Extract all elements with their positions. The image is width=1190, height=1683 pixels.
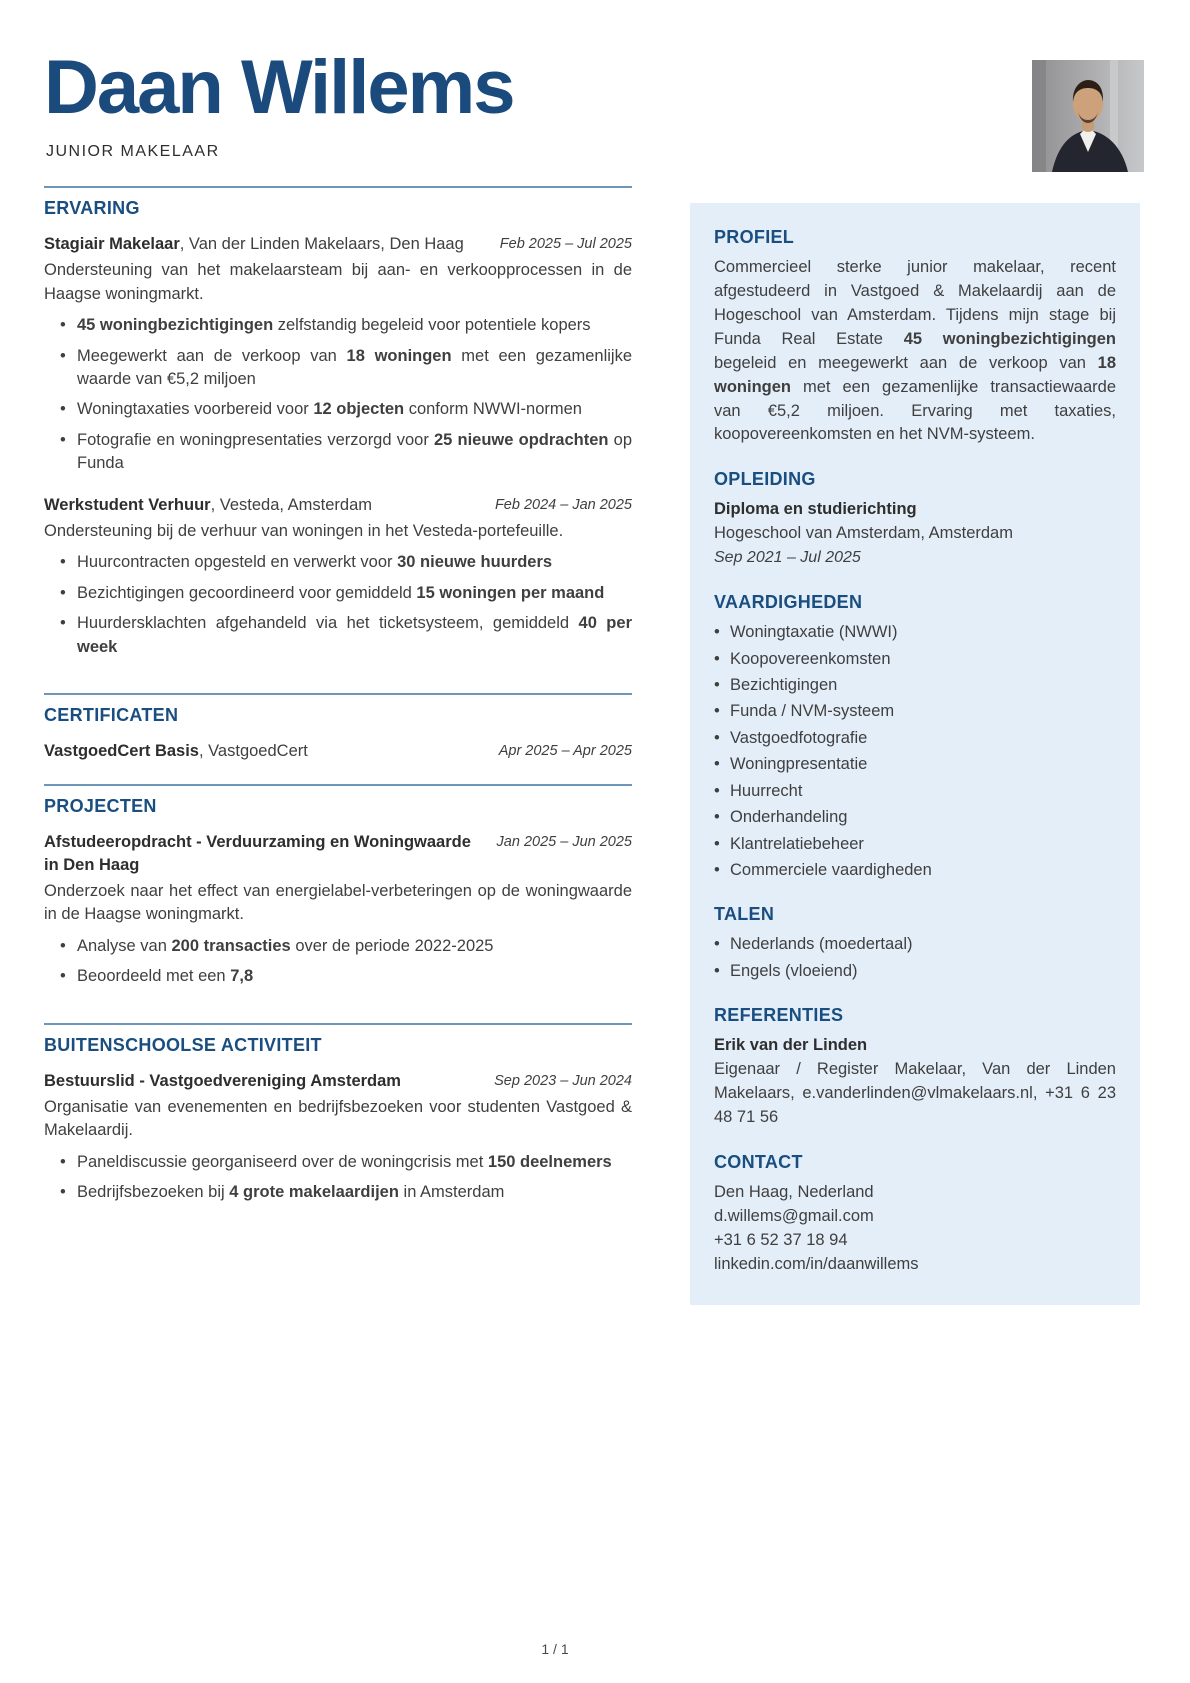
activity-header: [44, 1070, 632, 1092]
section-divider: [44, 1023, 632, 1025]
education-degree: Diploma en studierichting: [714, 500, 917, 519]
project-header: [44, 831, 632, 876]
skill-item: • Huurrecht: [714, 780, 1116, 803]
skill-item: • Koopovereenkomsten: [714, 648, 1116, 671]
skills-section: [714, 592, 1116, 882]
skill-item: • Woningtaxatie (NWWI): [714, 621, 1116, 644]
job-bullet: • 45 woningbezichtigingen zelfstandig begeleid voor potentiele kopers: [60, 314, 632, 337]
activity-date: Sep 2023 – Jun 2024: [494, 1072, 632, 1089]
project-description: Onderzoek naar het effect van energielabel-verbeteringen op de woningwaarde in de Haagse woningmarkt.: [44, 881, 632, 924]
skills-list: [714, 621, 1116, 882]
section-heading-experience: ERVARING: [44, 198, 140, 218]
job-bullet: • Woningtaxaties voorbereid voor 12 objecten conform NWWI-normen: [60, 398, 632, 421]
person-name: Daan Willems: [44, 45, 514, 130]
certificate-header: [44, 740, 632, 762]
contact-phone[interactable]: +31 6 52 37 18 94: [714, 1230, 848, 1249]
profile-text: Commercieel sterke junior makelaar, recent afgestudeerd in Vastgoed & Makelaardij aan de Hogeschool van Amsterdam. Tijdens mijn stage bij Funda Real Estate 45 woningbezichtigingen begeleid en meegewerkt aan de verkoop van 18 woningen met een gezamenlijke transactiewaarde van €5,2 miljoen. Ervaring met taxaties, koopovereenkomsten en het NVM-systeem.: [714, 258, 1117, 444]
education-school: Hogeschool van Amsterdam, Amsterdam: [714, 524, 1013, 543]
section-heading-profile: PROFIEL: [714, 227, 795, 247]
job-title: Stagiair Makelaar, Van der Linden Makelaars, Den Haag: [44, 235, 464, 253]
reference-details: Eigenaar / Register Makelaar, Van der Linden Makelaars, e.vanderlinden@vlmakelaars.nl, +31 6 23 48 71 56: [714, 1060, 1116, 1127]
references-section: [714, 1005, 1116, 1130]
activity-bullet: • Bedrijfsbezoeken bij 4 grote makelaardijen in Amsterdam: [60, 1181, 632, 1204]
job-bullet: • Fotografie en woningpresentaties verzorgd voor 25 nieuwe opdrachten op Funda: [60, 429, 632, 476]
section-heading-projects: PROJECTEN: [44, 796, 157, 817]
contact-location: Den Haag, Nederland: [714, 1182, 874, 1201]
languages-section: [714, 904, 1116, 983]
profile-section: [714, 227, 1116, 447]
activity-bullet-list: [44, 1151, 632, 1205]
section-heading-references: REFERENTIES: [714, 1005, 844, 1026]
contact-linkedin[interactable]: linkedin.com/in/daanwillems: [714, 1254, 919, 1273]
skill-item: • Commerciele vaardigheden: [714, 859, 1116, 882]
skill-item: • Funda / NVM-systeem: [714, 700, 1116, 723]
section-heading-languages: TALEN: [714, 904, 775, 925]
section-divider: [44, 186, 632, 188]
certificate-title: VastgoedCert Basis, VastgoedCert: [44, 742, 308, 761]
job-bullet: • Bezichtigingen gecoordineerd voor gemiddeld 15 woningen per maand: [60, 582, 632, 605]
job-bullet-list: [44, 314, 632, 476]
job-description: Ondersteuning bij de verhuur van woningen in het Vesteda-portefeuille.: [44, 521, 564, 540]
job-header: [44, 494, 632, 516]
section-heading-certificates: CERTIFICATEN: [44, 705, 179, 726]
page-indicator: 1 / 1: [541, 1641, 569, 1657]
job-bullet-list: [44, 551, 632, 659]
section-heading-skills: VAARDIGHEDEN: [714, 592, 863, 613]
project-bullet: • Beoordeeld met een 7,8: [60, 965, 632, 988]
contact-section: [714, 1152, 1116, 1277]
job-bullet: • Huurdersklachten afgehandeld via het ticketsysteem, gemiddeld 40 per week: [60, 612, 632, 659]
activity-bullet: • Paneldiscussie georganiseerd over de woningcrisis met 150 deelnemers: [60, 1151, 632, 1174]
skill-item: • Vastgoedfotografie: [714, 727, 1116, 750]
job-bullet: • Meegewerkt aan de verkoop van 18 woningen met een gezamenlijke waarde van €5,2 miljoen: [60, 345, 632, 392]
job-date: Feb 2025 – Jul 2025: [499, 236, 632, 252]
skill-item: • Klantrelatiebeheer: [714, 833, 1116, 856]
education-section: [714, 469, 1116, 570]
profile-photo-illustration: [1032, 60, 1144, 172]
project-title: Afstudeeropdracht - Verduurzaming en Woningwaarde in Den Haag: [44, 833, 471, 874]
section-divider: [44, 784, 632, 786]
languages-list: [714, 933, 1116, 983]
education-date: Sep 2021 – Jul 2025: [714, 549, 861, 567]
reference-name: Erik van der Linden: [714, 1036, 868, 1055]
language-item: • Engels (vloeiend): [714, 960, 1116, 983]
section-heading-contact: CONTACT: [714, 1151, 803, 1172]
section-heading-extracurricular: BUITENSCHOOLSE ACTIVITEIT: [44, 1034, 322, 1055]
project-bullet-list: [44, 935, 632, 989]
project-date: Jan 2025 – Jun 2025: [496, 834, 632, 851]
activity-title: Bestuurslid - Vastgoedvereniging Amsterdam: [44, 1071, 401, 1090]
job-header: [44, 233, 632, 255]
activity-description: Organisatie van evenementen en bedrijfsbezoeken voor studenten Vastgoed & Makelaardij.: [44, 1097, 632, 1140]
certificate-date: Apr 2025 – Apr 2025: [498, 743, 632, 760]
skill-item: • Onderhandeling: [714, 806, 1116, 829]
person-job-title: JUNIOR MAKELAAR: [46, 143, 220, 160]
profile-photo: [1032, 60, 1144, 172]
job-bullet: • Huurcontracten opgesteld en verwerkt voor 30 nieuwe huurders: [60, 551, 632, 574]
job-date: Feb 2024 – Jan 2025: [494, 496, 632, 513]
right-panel: [690, 203, 1140, 1305]
skill-item: • Woningpresentatie: [714, 753, 1116, 776]
project-bullet: • Analyse van 200 transacties over de periode 2022-2025: [60, 935, 632, 958]
job-description: Ondersteuning van het makelaarsteam bij aan- en verkoopprocessen in de Haagse woningmarkt.: [44, 261, 632, 303]
section-divider: [44, 693, 632, 695]
skill-item: • Bezichtigingen: [714, 674, 1116, 697]
section-heading-education: OPLEIDING: [714, 469, 816, 490]
job-title: Werkstudent Verhuur, Vesteda, Amsterdam: [44, 495, 372, 514]
language-item: • Nederlands (moedertaal): [714, 933, 1116, 956]
contact-email[interactable]: d.willems@gmail.com: [714, 1206, 874, 1225]
left-column: [44, 186, 632, 1222]
